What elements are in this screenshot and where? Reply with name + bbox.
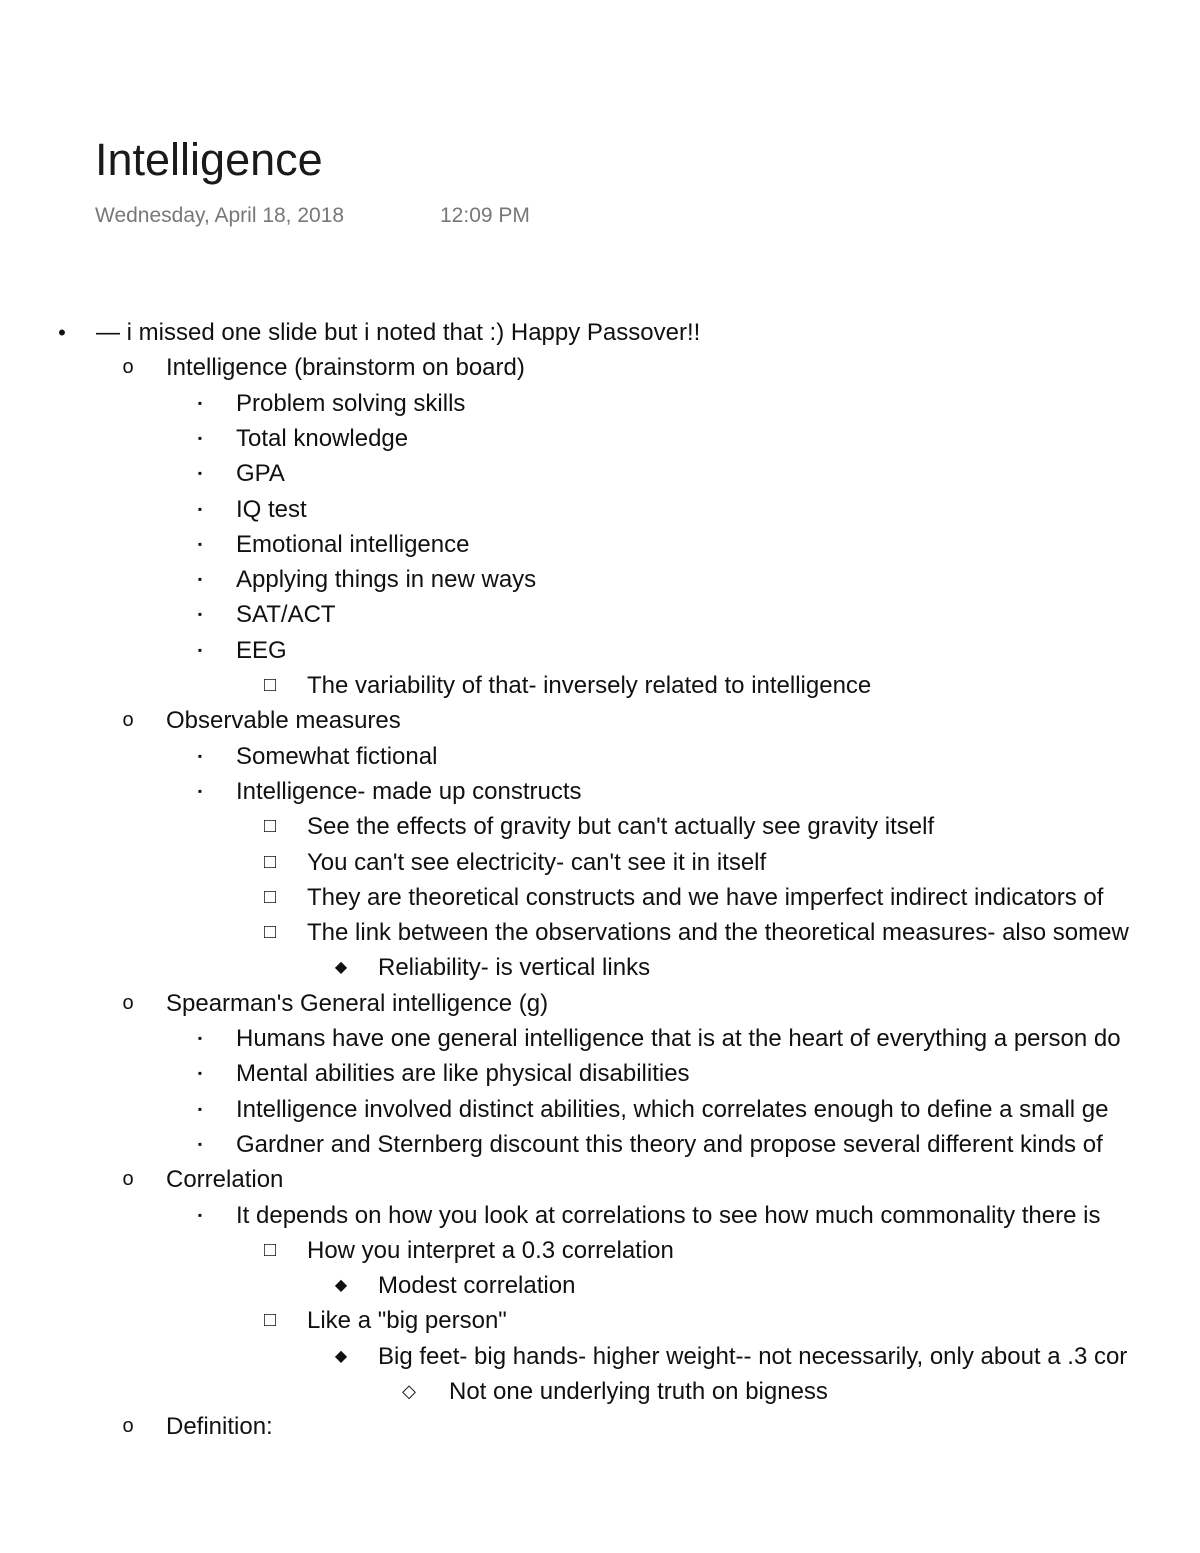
square-bullet-icon: ▪	[197, 784, 203, 798]
note-time: 12:09 PM	[440, 204, 530, 227]
outline-item-text: Problem solving skills	[236, 390, 466, 417]
outline-item	[0, 703, 1200, 738]
square-bullet-icon: ▪	[197, 1102, 203, 1116]
outline-item-text: Emotional intelligence	[236, 531, 470, 558]
square-bullet-icon: ▪	[197, 1031, 203, 1045]
outline-item-text: The variability of that- inversely related to intelligence	[307, 672, 872, 699]
outline-item-text: See the effects of gravity but can't actually see gravity itself	[307, 813, 935, 840]
outline-item	[0, 1268, 1200, 1303]
disc-bullet-icon: •	[58, 320, 66, 345]
outline-item	[0, 986, 1200, 1021]
outline-item	[0, 386, 1200, 421]
outline-item	[0, 456, 1200, 491]
diamond-bullet-icon: ◆	[334, 1348, 348, 1365]
circle-bullet-icon: o	[122, 709, 134, 731]
outline-item-text: GPA	[236, 460, 285, 487]
outline-item	[0, 845, 1200, 880]
outline-item-text: SAT/ACT	[236, 601, 336, 628]
outline-item	[0, 562, 1200, 597]
square-bullet-icon: ▪	[197, 396, 203, 410]
outline-item-text: Mental abilities are like physical disabilities	[236, 1060, 690, 1087]
outline-item	[0, 350, 1200, 385]
outline-item	[0, 527, 1200, 562]
hollow-diamond-bullet-icon: ◇	[402, 1381, 416, 1401]
outline-item-text: Gardner and Sternberg discount this theory and propose several different kinds of	[236, 1131, 1103, 1158]
circle-bullet-icon: o	[122, 356, 134, 378]
hollow-square-bullet-icon: □	[263, 1309, 277, 1331]
hollow-square-bullet-icon: □	[263, 921, 277, 943]
square-bullet-icon: ▪	[197, 1137, 203, 1151]
hollow-square-bullet-icon: □	[263, 886, 277, 908]
outline-item	[0, 950, 1200, 985]
outline-item	[0, 1127, 1200, 1162]
outline-item	[0, 1303, 1200, 1338]
outline-item-text: EEG	[236, 637, 287, 664]
diamond-bullet-icon: ◆	[334, 1277, 348, 1294]
outline-item-text: How you interpret a 0.3 correlation	[307, 1237, 674, 1264]
outline-item-text: Reliability- is vertical links	[378, 954, 651, 981]
circle-bullet-icon: o	[122, 1168, 134, 1190]
outline-item	[0, 1339, 1200, 1374]
square-bullet-icon: ▪	[197, 1208, 203, 1222]
square-bullet-icon: ▪	[197, 431, 203, 445]
outline-item-text: Big feet- big hands- higher weight-- not necessarily, only about a .3 cor	[378, 1343, 1128, 1370]
outline-item	[0, 880, 1200, 915]
outline-item-text: The link between the observations and the theoretical measures- also somew	[307, 919, 1129, 946]
outline-item	[0, 1233, 1200, 1268]
square-bullet-icon: ▪	[197, 749, 203, 763]
hollow-square-bullet-icon: □	[263, 1239, 277, 1261]
outline-item-text: Humans have one general intelligence that is at the heart of everything a person do	[236, 1025, 1121, 1052]
outline-item-text: It depends on how you look at correlations to see how much commonality there is	[236, 1202, 1101, 1229]
hollow-square-bullet-icon: □	[263, 674, 277, 696]
page-title: Intelligence	[95, 134, 323, 185]
outline-item-text: Somewhat fictional	[236, 743, 438, 770]
square-bullet-icon: ▪	[197, 572, 203, 586]
note-date: Wednesday, April 18, 2018	[95, 204, 345, 227]
square-bullet-icon: ▪	[197, 466, 203, 480]
outline-item-text: Spearman's General intelligence (g)	[166, 990, 549, 1017]
outline-item	[0, 1021, 1200, 1056]
square-bullet-icon: ▪	[197, 1066, 203, 1080]
outline-item	[0, 809, 1200, 844]
outline-item	[0, 1409, 1200, 1444]
outline-item	[0, 315, 1200, 350]
outline-item-text: Not one underlying truth on bigness	[449, 1378, 828, 1405]
outline-item-text: — i missed one slide but i noted that :) Happy Passover!!	[96, 319, 701, 346]
outline-item	[0, 1374, 1200, 1409]
outline-item-text: Total knowledge	[236, 425, 409, 452]
outline-item-text: Intelligence- made up constructs	[236, 778, 582, 805]
outline-item	[0, 915, 1200, 950]
outline-item-text: You can't see electricity- can't see it in itself	[307, 849, 767, 876]
outline-item-text: They are theoretical constructs and we have imperfect indirect indicators of	[307, 884, 1104, 911]
outline-item	[0, 1092, 1200, 1127]
outline-item-text: Correlation	[166, 1166, 284, 1193]
outline-item-text: IQ test	[236, 496, 307, 523]
outline-item	[0, 633, 1200, 668]
outline-item-text: Intelligence (brainstorm on board)	[166, 354, 525, 381]
square-bullet-icon: ▪	[197, 537, 203, 551]
outline-item	[0, 774, 1200, 809]
outline-item	[0, 739, 1200, 774]
hollow-square-bullet-icon: □	[263, 851, 277, 873]
hollow-square-bullet-icon: □	[263, 815, 277, 837]
outline-item-text: Like a "big person"	[307, 1307, 507, 1334]
outline-item	[0, 1056, 1200, 1091]
outline-item-text: Definition:	[166, 1413, 273, 1440]
circle-bullet-icon: o	[122, 1415, 134, 1437]
outline-item-text: Applying things in new ways	[236, 566, 537, 593]
outline-item-text: Intelligence involved distinct abilities, which correlates enough to define a small ge	[236, 1096, 1109, 1123]
outline-item-text: Observable measures	[166, 707, 401, 734]
circle-bullet-icon: o	[122, 992, 134, 1014]
outline-item	[0, 1198, 1200, 1233]
square-bullet-icon: ▪	[197, 607, 203, 621]
outline-item	[0, 421, 1200, 456]
outline-item	[0, 668, 1200, 703]
outline-item-text: Modest correlation	[378, 1272, 576, 1299]
square-bullet-icon: ▪	[197, 502, 203, 516]
outline-item	[0, 1162, 1200, 1197]
square-bullet-icon: ▪	[197, 643, 203, 657]
outline-item	[0, 492, 1200, 527]
diamond-bullet-icon: ◆	[334, 959, 348, 976]
outline-item	[0, 597, 1200, 632]
